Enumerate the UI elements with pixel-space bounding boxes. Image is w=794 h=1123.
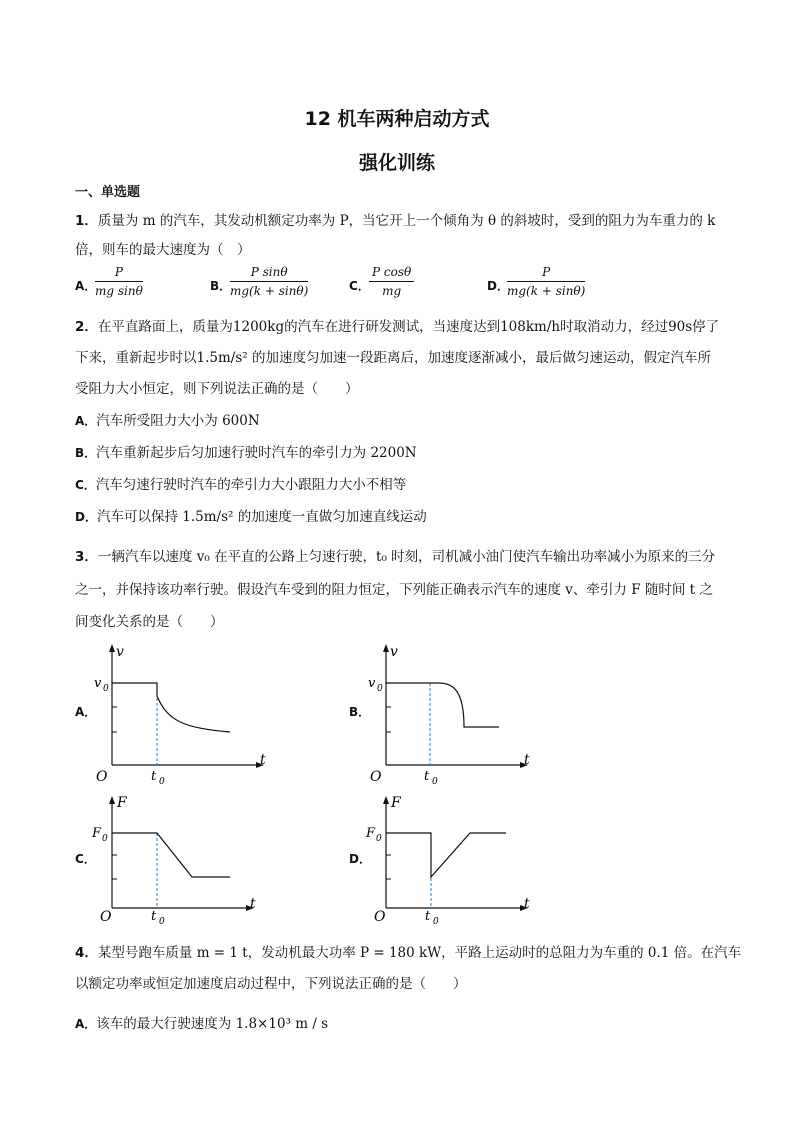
t0-label: t: [425, 909, 431, 924]
y-axis-arrow: [383, 644, 389, 652]
q2-option-c-text: 汽车匀速行驶时汽车的牵引力大小跟阻力大小不相等: [95, 477, 407, 493]
q3-graph-d: [364, 790, 554, 925]
origin-label: O: [96, 769, 108, 785]
q3-option-d-letter[interactable]: D．: [349, 852, 371, 866]
q1-number: 1．: [75, 213, 98, 229]
q1-option-a-numerator: P: [95, 265, 143, 282]
q4-line2: 以额定功率或恒定加速度启动过程中，下列说法正确的是（ ）: [75, 976, 467, 992]
q2-text-1: 在平直路面上，质量为1200kg的汽车在进行研发测试，当速度达到108km/h时取消动力，经过90s停了: [97, 319, 720, 335]
q3-graph-c: [90, 790, 280, 925]
f0-label: F: [92, 826, 102, 841]
q1-option-c-fraction: [369, 265, 414, 298]
q2-option-d-text: 汽车可以保持 1.5m/s² 的加速度一直做匀加速直线运动: [96, 509, 427, 525]
v0-label: v: [368, 676, 376, 691]
t0-label: t: [151, 769, 157, 784]
t0-subscript: 0: [433, 917, 439, 925]
q2-option-b-text: 汽车重新起步后匀加速行驶时汽车的牵引力为 2200N: [96, 445, 417, 461]
q1-option-b-letter: B．: [210, 279, 232, 293]
q1-option-a[interactable]: [75, 265, 195, 305]
q2-option-c-letter: C．: [75, 478, 96, 492]
q3-line3: 间变化关系的是（ ）: [75, 614, 224, 630]
origin-label: O: [100, 909, 112, 925]
q3-line2: 之一，并保持该功率行驶。假设汽车受到的阻力恒定，下列能正确表示汽车的速度 v、牵引力 F 随时间 t 之: [75, 582, 713, 598]
q4-text-1: 某型号跑车质量 m = 1 t，发动机最大功率 P = 180 kW，平路上运动时的总阻力为车重的 0.1 倍。在汽车: [97, 945, 742, 961]
q2-option-c[interactable]: [75, 473, 406, 493]
q1-option-c-letter: C．: [349, 279, 370, 293]
y-axis-arrow: [383, 796, 389, 804]
q1-option-b-denominator: mg(k + sinθ): [230, 284, 309, 298]
q2-option-a-text: 汽车所受阻力大小为 600N: [96, 413, 260, 429]
q1-option-b-fraction: [230, 265, 308, 298]
f-curve: [386, 833, 506, 877]
q1-option-c-numerator: P cosθ: [369, 265, 414, 282]
q3-line1: [75, 545, 715, 565]
t0-subscript: 0: [159, 777, 165, 785]
section-heading: 一、单选题: [75, 185, 141, 200]
t0-label: t: [424, 769, 430, 784]
q1-option-b-numerator: P sinθ: [230, 265, 308, 282]
q2-option-a[interactable]: [75, 409, 260, 429]
q2-line2: 下来，重新起步时以1.5m/s² 的加速度匀加速一段距离后，加速度逐渐减小，最后做匀速运动，假定汽车所: [75, 350, 711, 366]
v0-subscript: 0: [103, 684, 109, 694]
origin-label: O: [370, 769, 382, 785]
q2-option-b-letter: B．: [75, 446, 97, 460]
q1-option-d-numerator: P: [507, 265, 585, 282]
q4-number: 4．: [75, 945, 98, 961]
q3-graph-a: [90, 640, 280, 785]
q1-option-d-denominator: mg(k + sinθ): [507, 284, 586, 298]
q3-option-b-letter[interactable]: B．: [349, 705, 371, 719]
f0-subscript: 0: [376, 834, 382, 844]
origin-label: O: [374, 909, 386, 925]
t0-subscript: 0: [432, 777, 438, 785]
v-curve: [386, 683, 499, 727]
q1-option-b[interactable]: [210, 265, 330, 305]
q1-option-d[interactable]: [487, 265, 607, 305]
y-axis-arrow: [109, 644, 115, 652]
x-axis-label: t: [260, 752, 266, 768]
q2-line1: [75, 315, 719, 335]
y-axis-label: F: [117, 795, 127, 811]
v-curve: [112, 683, 230, 732]
q1-option-a-denominator: mg sinθ: [95, 284, 143, 298]
q2-number: 2．: [75, 319, 98, 335]
q1-option-d-fraction: [507, 265, 585, 298]
q2-option-b[interactable]: [75, 441, 417, 461]
q1-option-a-letter: A．: [75, 279, 97, 293]
page-title: 12 机车两种启动方式: [304, 108, 490, 130]
v0-subscript: 0: [377, 684, 383, 694]
q3-number: 3．: [75, 549, 98, 565]
q3-option-c-letter[interactable]: C．: [75, 852, 96, 866]
y-axis-arrow: [109, 796, 115, 804]
q1-option-d-letter: D．: [487, 279, 509, 293]
t0-subscript: 0: [159, 917, 165, 925]
q3-text-1: 一辆汽车以速度 v₀ 在平直的公路上匀速行驶，t₀ 时刻，司机减小油门使汽车输出功率减小为原来的三分: [97, 549, 716, 565]
v0-label: v: [94, 676, 102, 691]
q2-option-d-letter: D．: [75, 510, 97, 524]
q1-line2: 倍，则车的最大速度为（ ）: [75, 242, 251, 258]
f-curve: [112, 833, 230, 877]
y-axis-label: F: [391, 795, 401, 811]
q1-line1: [75, 209, 715, 229]
q2-option-a-letter: A．: [75, 414, 97, 428]
q1-text-1: 质量为 m 的汽车，其发动机额定功率为 P，当它开上一个倾角为 θ 的斜坡时，受到的阻力为车重力的 k: [97, 213, 716, 229]
q2-line3: 受阻力大小恒定，则下列说法正确的是（ ）: [75, 381, 359, 397]
q2-option-d[interactable]: [75, 505, 427, 525]
f0-subscript: 0: [102, 834, 108, 844]
q1-option-c-denominator: mg: [382, 284, 402, 298]
q3-graph-b: [364, 640, 554, 785]
x-axis-label: t: [250, 896, 256, 912]
q4-option-a-text: 该车的最大行驶速度为 1.8×10³ m / s: [96, 1016, 329, 1032]
q3-option-a-letter[interactable]: A．: [75, 705, 97, 719]
q4-line1: [75, 941, 741, 961]
y-axis-label: v: [116, 644, 124, 660]
y-axis-label: v: [390, 644, 398, 660]
page-subtitle: 强化训练: [358, 152, 435, 174]
q4-option-a[interactable]: [75, 1012, 328, 1032]
f0-label: F: [366, 826, 376, 841]
q1-option-c[interactable]: [349, 265, 459, 305]
q1-option-a-fraction: [95, 265, 143, 298]
x-axis-label: t: [524, 896, 530, 912]
x-axis-label: t: [524, 752, 530, 768]
t0-label: t: [151, 909, 157, 924]
q4-option-a-letter: A．: [75, 1017, 97, 1031]
